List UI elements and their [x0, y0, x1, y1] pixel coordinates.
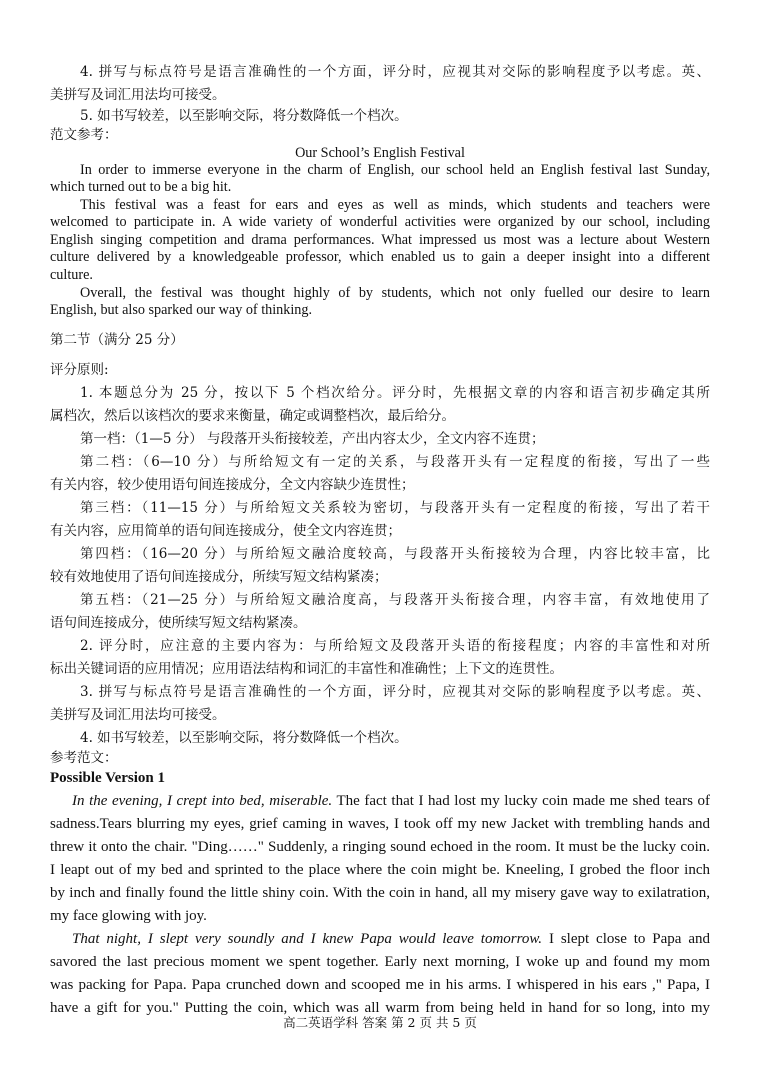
grade-band-5: 第五档：（21—25 分）与所给短文融洽度高，与段落开头衔接合理，内容丰富，有效地使用了	[80, 592, 710, 608]
grade-band-3: 第三档：（11—15 分）与所给短文关系较为密切，与段落开头有一定程度的衔接，写出了若干	[80, 500, 710, 516]
essay-line: culture.	[50, 267, 93, 283]
grade-band-4: 第四档：（16—20 分）与所给短文融洽度较高，与段落开头衔接较为合理，内容比较丰富，比	[80, 546, 710, 562]
essay-line: This festival was a feast for ears and eyes as well as minds, which students and teachers were	[80, 197, 710, 213]
story-line: by inch and finally found the little shiny coin. With the coin in hand, all my misery gave way to exilatration,	[50, 885, 710, 901]
story-line: sadness.Tears blurring my eyes, grief caming in waves, I took off my new Jacket with trembling hands and	[50, 816, 710, 832]
essay-line: English, but also sparked our way of thinking.	[50, 302, 313, 318]
grade-band-5-cont: 语句间连接成分，使所续写短文结构紧凑。	[50, 615, 307, 631]
essay-line: Overall, the festival was thought highly of by students, which not only fuelled our desire to learn	[80, 285, 710, 301]
story-line: In the evening, I crept into bed, miserable. The fact that I had lost my lucky coin made me shed tears of	[72, 793, 710, 809]
grade-band-2-cont: 有关内容，较少使用语句间连接成分，全文内容缺少连贯性；	[50, 477, 415, 493]
principle-line: 1. 本题总分为 25 分，按以下 5 个档次给分。评分时，先根据文章的内容和语言初步确定其所	[80, 385, 710, 401]
grade-band-2: 第二档：（6—10 分）与所给短文有一定的关系，与段落开头有一定程度的衔接，写出了一些	[80, 454, 710, 470]
essay-line: culture delivered by a knowledgeable professor, which enabled us to gain a deeper insight into a different	[50, 249, 710, 265]
essay-line: English singing competition and drama performances. What impressed us most was a lecture about Western	[50, 232, 710, 248]
story-line: threw it onto the chair. "Ding……" Suddenly, a ringing sound echoed in the room. It must be the lucky coin.	[50, 839, 710, 855]
rule-item-5: 5. 如书写较差，以至影响交际，将分数降低一个档次。	[80, 108, 408, 124]
reference-label: 参考范文：	[50, 750, 118, 766]
story-line: That night, I slept very soundly and I knew Papa would leave tomorrow. I slept close to Papa and	[72, 931, 710, 947]
grade-band-4-cont: 较有效地使用了语句间连接成分，所续写短文结构紧凑；	[50, 569, 388, 585]
principle-line: 属档次，然后以该档次的要求来衡量，确定或调整档次，最后给分。	[50, 408, 455, 424]
essay-line: which turned out to be a big hit.	[50, 179, 232, 195]
grade-band-1: 第一档：（1—5 分） 与段落开头衔接较差，产出内容太少，全文内容不连贯；	[80, 431, 545, 447]
principle-line: 3. 拼写与标点符号是语言准确性的一个方面，评分时，应视其对交际的影响程度予以考虑。英、	[80, 684, 710, 700]
section-heading: 第二节（满分 25 分）	[50, 332, 184, 348]
story-line: savored the last precious moment we spent together. Early next morning, I woke up and found my mom	[50, 954, 710, 970]
story-line: my face glowing with joy.	[50, 908, 207, 924]
essay-line: welcomed to participate in. A wide variety of wonderful activities were organized by our school, including	[50, 214, 710, 230]
principle-line: 2. 评分时，应注意的主要内容为：与所给短文及段落开头语的衔接程度；内容的丰富性和对所	[80, 638, 710, 654]
grade-band-3-cont: 有关内容，应用简单的语句间连接成分，使全文内容连贯；	[50, 523, 401, 539]
principle-line: 标出关键词语的应用情况；应用语法结构和词汇的丰富性和准确性；上下文的连贯性。	[50, 661, 563, 677]
page-footer: 高二英语学科 答案 第 2 页 共 5 页	[283, 1015, 477, 1030]
story-line: was packing for Papa. Papa crunched down and scooped me in his arms. I whispered in his ears ," Papa, I	[50, 977, 710, 993]
story-line: I leapt out of my bed and sprinted to the place where the coin might be. Kneeling, I grobed the floor inch	[50, 862, 710, 878]
principle-line: 4. 如书写较差，以至影响交际，将分数降低一个档次。	[80, 730, 408, 746]
principles-label: 评分原则:	[50, 362, 109, 378]
version-heading: Possible Version 1	[50, 770, 166, 786]
rule-item-4-line2: 美拼写及词汇用法均可接受。	[50, 87, 226, 103]
given-sentence: That night, I slept very soundly and I knew Papa would leave tomorrow.	[72, 931, 543, 947]
sample-label: 范文参考：	[50, 127, 118, 143]
essay-title: Our School’s English Festival	[295, 145, 465, 161]
essay-line: In order to immerse everyone in the charm of English, our school held an English festival last Sunday,	[80, 162, 710, 178]
story-line: have a gift for you." Putting the coin, which was all warm from being held in hand for so long, into my	[50, 1000, 710, 1016]
rule-item-4-line1: 4. 拼写与标点符号是语言准确性的一个方面，评分时，应视其对交际的影响程度予以考虑。英、	[80, 64, 710, 80]
given-sentence: In the evening, I crept into bed, miserable.	[72, 793, 333, 809]
principle-line: 美拼写及词汇用法均可接受。	[50, 707, 226, 723]
